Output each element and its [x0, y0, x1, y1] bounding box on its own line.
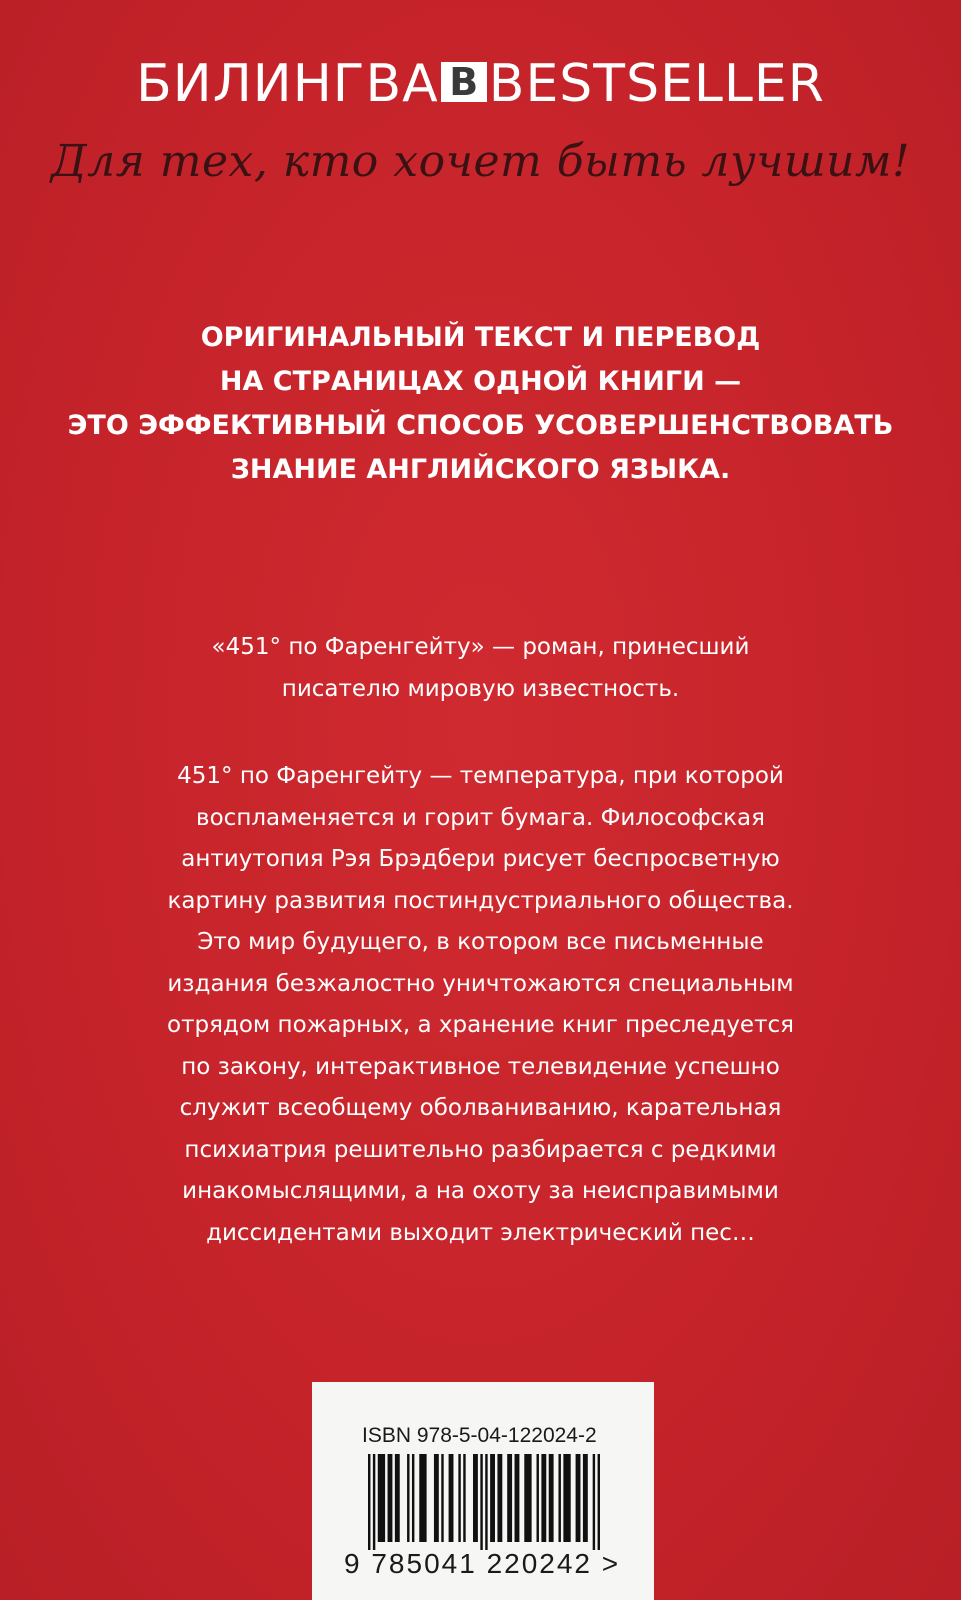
barcode-bar	[463, 1454, 465, 1542]
intro-paragraph	[0, 626, 961, 710]
barcode-bar	[441, 1454, 443, 1542]
barcode-bar	[490, 1454, 495, 1542]
series-name-left: БИЛИНГВА	[136, 54, 439, 114]
slogan: Для тех, кто хочет быть лучшим!	[50, 136, 911, 187]
description-line: Это мир будущего, в котором все письменные	[197, 929, 764, 955]
barcode-bar	[515, 1454, 520, 1542]
barcode-bar	[549, 1454, 554, 1542]
barcode-bar	[378, 1454, 385, 1542]
barcode-digits: 9 785041 220242 >	[344, 1548, 621, 1579]
description-line: служит всеобщему оболваниванию, карательная	[179, 1095, 782, 1121]
intro-line: «451° по Фаренгейту» — роман, принесший	[211, 634, 750, 660]
headline-line: ЗНАНИЕ АНГЛИЙСКОГО ЯЗЫКА.	[230, 454, 731, 485]
barcode-bar	[473, 1454, 478, 1542]
barcode-bar	[419, 1454, 426, 1542]
description-line: отрядом пожарных, а хранение книг преследуется	[167, 1012, 794, 1038]
barcode-bar	[458, 1454, 460, 1542]
isbn-number: ISBN 978-5-04-122024-2	[362, 1424, 597, 1447]
headline-line: НА СТРАНИЦАХ ОДНОЙ КНИГИ —	[219, 366, 742, 397]
headline	[0, 316, 961, 492]
barcode-bar	[593, 1454, 595, 1550]
barcode-bar	[434, 1454, 439, 1542]
barcode-bar	[583, 1454, 588, 1542]
barcode-bar	[541, 1454, 546, 1542]
series-name-right: BESTSELLER	[488, 54, 825, 114]
barcode-bar	[407, 1454, 409, 1542]
description-line: издания безжалостно уничтожаются специальным	[167, 970, 794, 997]
publisher-logo: B	[441, 62, 487, 102]
description-line: картину развития постиндустриального общества.	[167, 887, 794, 914]
barcode-bar	[412, 1454, 414, 1542]
description-line: антиутопия Рэя Брэдбери рисует беспросветную	[181, 846, 780, 872]
description-line: по закону, интерактивное телевидение успешно	[181, 1053, 780, 1080]
description-line: психиатрия решительно разбирается с редкими	[184, 1136, 777, 1163]
barcode-bar	[497, 1454, 502, 1542]
barcode-bar	[480, 1454, 482, 1550]
barcode-bars	[368, 1454, 600, 1550]
headline-line: ОРИГИНАЛЬНЫЙ ТЕКСТ И ПЕРЕВОД	[200, 322, 761, 353]
barcode-bar	[395, 1454, 400, 1542]
barcode-bar	[388, 1454, 393, 1542]
barcode-bar	[507, 1454, 512, 1542]
barcode-bar	[524, 1454, 531, 1542]
description-line: 451° по Фаренгейту — температура, при которой	[177, 763, 784, 789]
barcode-bar	[576, 1454, 581, 1542]
description-paragraph	[0, 756, 961, 1254]
barcode-bar	[563, 1454, 570, 1542]
description-line: воспламеняется и горит бумага. Философская	[196, 804, 765, 831]
barcode-bar	[537, 1454, 539, 1542]
barcode-bar	[373, 1454, 375, 1550]
series-title	[0, 52, 961, 116]
barcode-bar	[558, 1454, 560, 1542]
barcode-panel	[312, 1382, 654, 1600]
description-line: инакомыслящими, а на охоту за неисправимыми	[182, 1178, 779, 1204]
barcode-bar	[598, 1454, 600, 1550]
barcode-bar	[368, 1454, 370, 1550]
barcode-bar	[449, 1454, 454, 1542]
intro-line: писателю мировую известность.	[281, 676, 680, 702]
barcode-bar	[485, 1454, 487, 1550]
headline-line: ЭТО ЭФФЕКТИВНЫЙ СПОСОБ УСОВЕРШЕНСТВОВАТЬ	[67, 410, 894, 441]
description-line: диссидентами выходит электрический пес…	[206, 1219, 755, 1246]
